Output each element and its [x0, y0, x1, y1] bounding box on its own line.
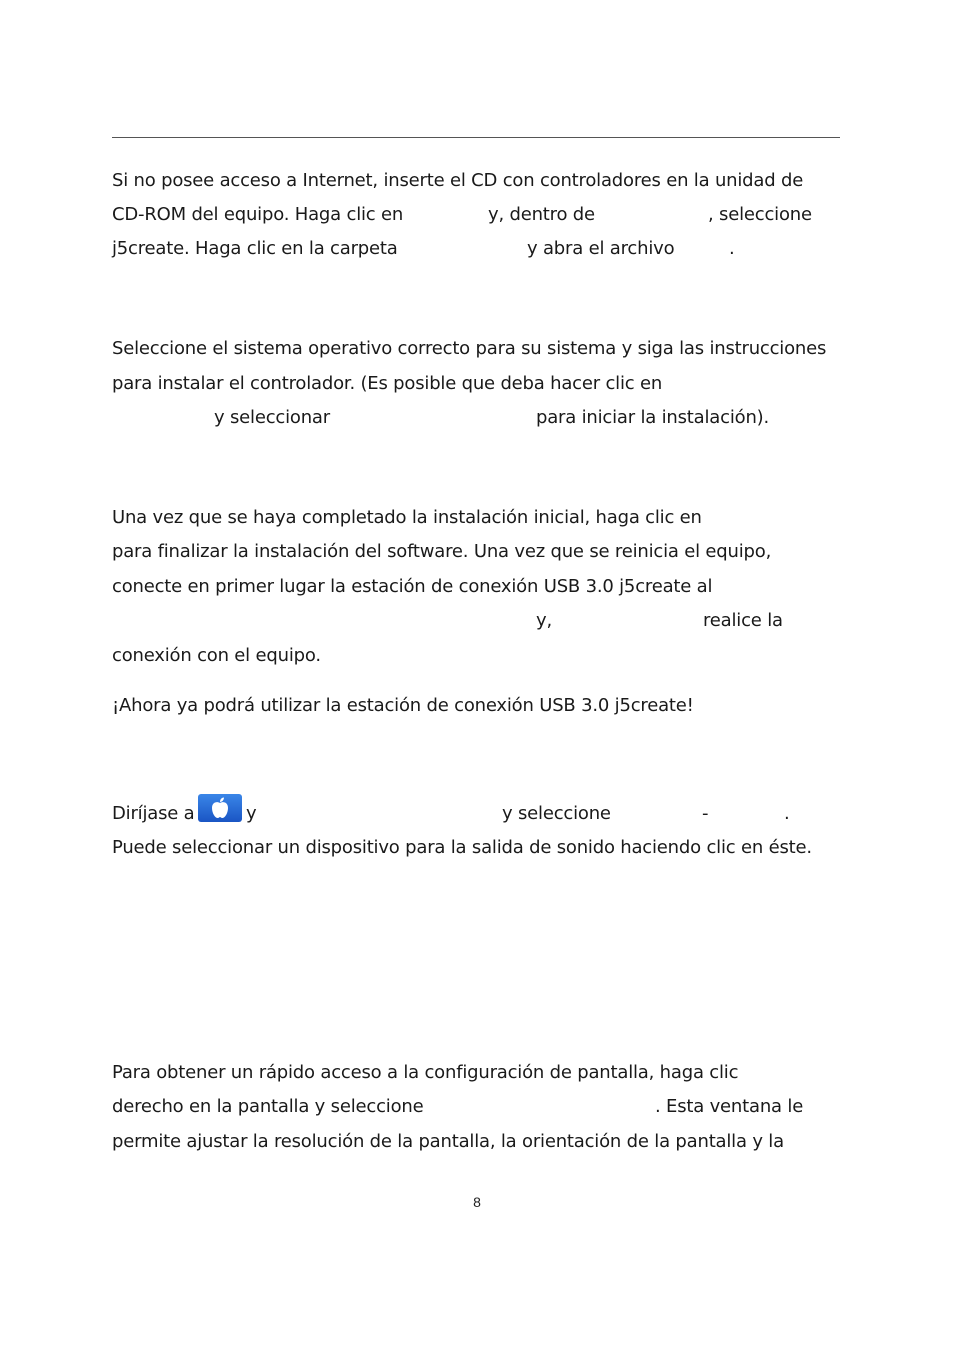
p5-line1d: - [702, 803, 709, 824]
p4-line1: ¡Ahora ya podrá utilizar la estación de conexión USB 3.0 j5create! [112, 695, 694, 716]
p3-line4b: realice la [703, 610, 783, 631]
p5-line1c: y seleccione [502, 803, 611, 824]
p3-line5: conexión con el equipo. [112, 645, 321, 666]
p1-line3b: y abra el archivo [527, 238, 675, 259]
p2-line2: para instalar el controlador. (Es posible que deba hacer clic en [112, 373, 663, 394]
p5-line1a: Diríjase a [112, 803, 195, 824]
page-number: 8 [473, 1194, 481, 1210]
p2-line3b: para iniciar la instalación). [536, 407, 769, 428]
p6-line1: Para obtener un rápido acceso a la configuración de pantalla, haga clic [112, 1062, 739, 1083]
p3-line3: conecte en primer lugar la estación de conexión USB 3.0 j5create al [112, 576, 713, 597]
p3-line2: para finalizar la instalación del software. Una vez que se reinicia el equipo, [112, 541, 772, 562]
p6-line3: permite ajustar la resolución de la pantalla, la orientación de la pantalla y la [112, 1131, 784, 1152]
p5-line1e: . [784, 803, 790, 824]
apple-logo-icon [198, 794, 242, 822]
p1-line3c: . [729, 238, 735, 259]
p6-line2b: . Esta ventana le [655, 1096, 804, 1117]
p3-line1: Una vez que se haya completado la instalación inicial, haga clic en [112, 507, 702, 528]
header-rule [112, 137, 840, 138]
p5-line1b: y [246, 803, 257, 824]
p1-line2c: , seleccione [708, 204, 812, 225]
p6-line2a: derecho en la pantalla y seleccione [112, 1096, 424, 1117]
p3-line4a: y, [536, 610, 552, 631]
p1-line2a: CD-ROM del equipo. Haga clic en [112, 204, 404, 225]
p5-line2: Puede seleccionar un dispositivo para la salida de sonido haciendo clic en éste. [112, 837, 812, 858]
p1-line1: Si no posee acceso a Internet, inserte el CD con controladores en la unidad de [112, 170, 804, 191]
p2-line1: Seleccione el sistema operativo correcto para su sistema y siga las instrucciones [112, 338, 827, 359]
p1-line2b: y, dentro de [488, 204, 595, 225]
p1-line3a: j5create. Haga clic en la carpeta [112, 238, 398, 259]
p2-line3a: y seleccionar [214, 407, 330, 428]
